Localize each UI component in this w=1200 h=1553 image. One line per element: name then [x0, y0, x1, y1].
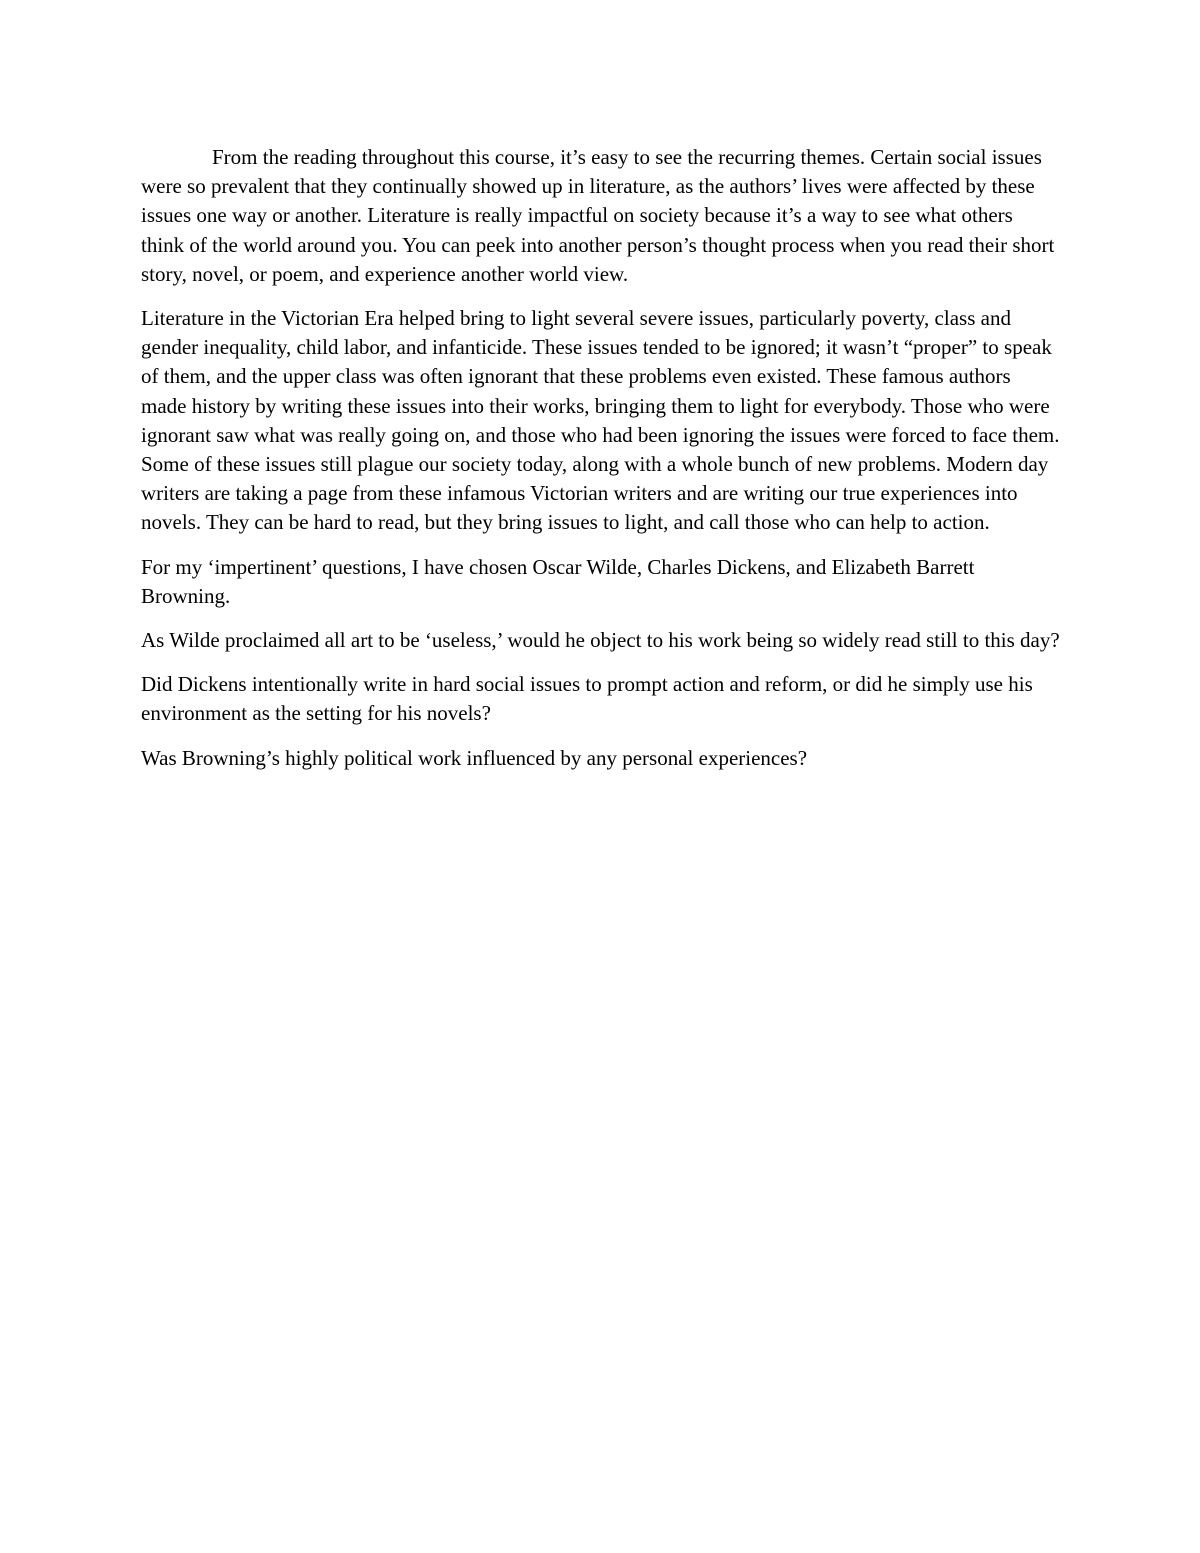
- paragraph-intro: From the reading throughout this course, it’s easy to see the recurring themes. Certain social issues were so prevalent that they continually showed up in literature, as the authors’ lives were affected by these issues one way or another. Literature is really impactful on society because it’s a way to see what others think of the world around you. You can peek into another person’s thought process when you read their short story, novel, or poem, and experience another world view.: [141, 145, 1055, 286]
- paragraph-question-wilde: As Wilde proclaimed all art to be ‘useless,’ would he object to his work being so widely read still to this day?: [141, 628, 1060, 653]
- paragraph-victorian-era: Literature in the Victorian Era helped bring to light several severe issues, particularly poverty, class and gender inequality, child labor, and infanticide. These issues tended to be ignored; it wasn’t “proper” to speak of them, and the upper class was often ignorant that these problems even existed. These famous authors made history by writing these issues into their works, bringing them to light for everybody. Those who were ignorant saw what was really going on, and those who had been ignoring the issues were forced to face them. Some of these issues still plague our society today, along with a whole bunch of new problems. Modern day writers are taking a page from these infamous Victorian writers and are writing our true experiences into novels. They can be hard to read, but they bring issues to light, and call those who can help to action.: [141, 306, 1060, 535]
- paragraph-questions-intro: For my ‘impertinent’ questions, I have chosen Oscar Wilde, Charles Dickens, and Elizabeth Barrett Browning.: [141, 554, 975, 608]
- document-body: [141, 143, 1061, 788]
- paragraph-question-browning: Was Browning’s highly political work influenced by any personal experiences?: [141, 745, 808, 770]
- paragraph-question-dickens: Did Dickens intentionally write in hard social issues to prompt action and reform, or did he simply use his environment as the setting for his novels?: [141, 672, 1033, 726]
